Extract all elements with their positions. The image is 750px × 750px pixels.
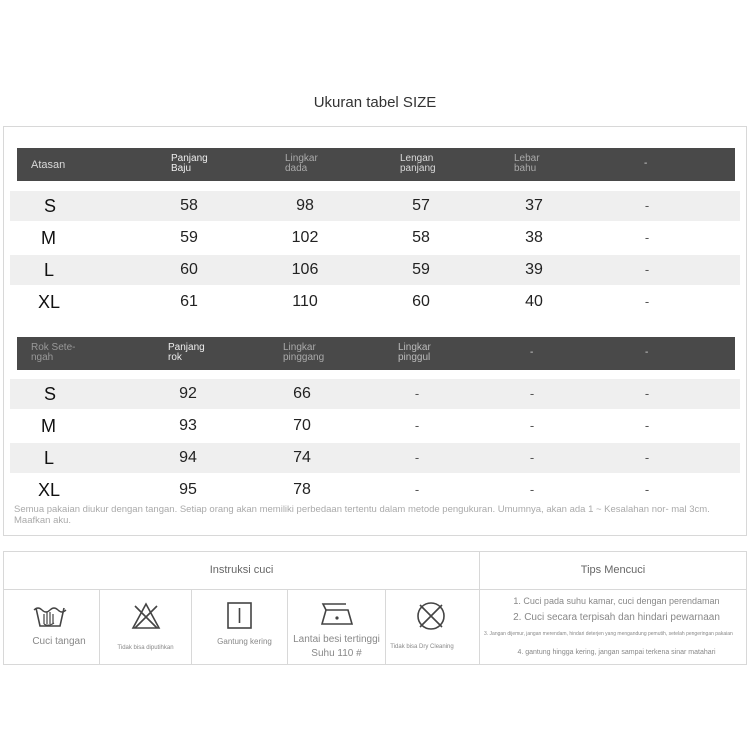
cell-lebar-bahu: 39: [525, 261, 543, 278]
skirt-header-lingkar-pinggul: Lingkar pinggul: [398, 342, 431, 363]
cell-panjang-baju: 59: [180, 229, 198, 246]
tops-header-lingkar-dada: Lingkar dada: [285, 153, 318, 174]
care-tip: 4. gantung hingga kering, jangan sampai terkena sinar matahari: [517, 649, 716, 656]
tops-header-atasan: Atasan: [31, 159, 66, 171]
care-tip: 2. Cuci secara terpisah dan hindari pewarnaan: [513, 612, 720, 623]
care-item-label: Tidak bisa Dry Cleaning: [390, 644, 454, 650]
cell-lengan-panjang: 60: [412, 293, 430, 310]
cell-panjang-rok: 93: [179, 417, 197, 434]
cell-lingkar-pinggul: -: [414, 450, 420, 465]
cell-lingkar-pinggul: -: [414, 386, 420, 401]
cell-lingkar-pinggul: -: [414, 418, 420, 433]
no-bleach-icon: [100, 590, 191, 664]
cell-lingkar-pinggang: 66: [293, 385, 311, 402]
care-item-label: Cuci tangan: [32, 636, 86, 647]
cell-extra: -: [644, 294, 650, 309]
cell-lingkar-pinggul: -: [414, 482, 420, 497]
tops-header: [17, 148, 735, 181]
size-label: M: [41, 228, 56, 248]
care-tips-title: Tips Mencuci: [580, 564, 646, 576]
table-row: [10, 379, 740, 409]
care-item-label: Suhu 110 #: [311, 648, 362, 659]
skirt-header-panjang-rok: Panjang rok: [168, 342, 205, 363]
care-tip: 3. Jangan dijemur, jangan merendam, hindari deterjen yang mengandung pemutih, setelah pengeringan pakaian: [484, 631, 733, 637]
cell-lebar-bahu: 40: [525, 293, 543, 310]
skirt-header-extra-1: -: [530, 347, 534, 358]
care-item-label: Lantai besi tertinggi: [293, 634, 380, 645]
table-row: [10, 475, 740, 505]
cell-panjang-baju: 60: [180, 261, 198, 278]
cell-panjang-rok: 92: [179, 385, 197, 402]
cell-lingkar-pinggang: 74: [293, 449, 311, 466]
cell-lebar-bahu: 38: [525, 229, 543, 246]
care-item-no-bleach: [100, 590, 191, 664]
cell-extra: -: [644, 450, 650, 465]
cell-lengan-panjang: 58: [412, 229, 430, 246]
care-tip: 1. Cuci pada suhu kamar, cuci dengan perendaman: [513, 596, 720, 606]
cell-extra: -: [529, 450, 535, 465]
care-item-label: Gantung kering: [217, 637, 272, 646]
table-row: [10, 191, 740, 221]
size-label: XL: [38, 292, 61, 312]
size-label: L: [44, 260, 55, 280]
tops-header-lebar-bahu: Lebar bahu: [514, 153, 540, 174]
cell-extra: -: [529, 418, 535, 433]
hang-dry-icon: [192, 590, 287, 664]
care-item-no-dry-clean: [386, 590, 479, 664]
cell-extra: -: [644, 230, 650, 245]
care-item-hang-dry: [192, 590, 287, 664]
measurement-note: Semua pakaian diukur dengan tangan. Setiap orang akan memiliki perbedaan tertentu dalam metode pengukuran. Umumnya, akan ada 1 ~ Kesalahan nor- mal 3cm. Maafkan aku.: [14, 504, 710, 526]
cell-lingkar-pinggang: 78: [293, 481, 311, 498]
tops-header-panjang-baju: Panjang Baju: [171, 153, 208, 174]
cell-extra: -: [644, 482, 650, 497]
skirt-header-lingkar-pinggang: Lingkar pinggang: [283, 342, 325, 363]
skirt-header: [17, 337, 735, 370]
care-item-label: Tidak bisa diputihkan: [117, 645, 174, 651]
tops-header-lengan-panjang: Lengan panjang: [400, 153, 436, 174]
cell-panjang-baju: 58: [180, 197, 198, 214]
size-label: S: [44, 196, 57, 216]
size-label: XL: [38, 480, 61, 500]
cell-extra: -: [644, 418, 650, 433]
care-panel: [3, 551, 747, 665]
cell-lingkar-dada: 110: [292, 293, 318, 310]
no-dry-clean-icon: [386, 590, 479, 664]
cell-panjang-rok: 94: [179, 449, 197, 466]
cell-lingkar-dada: 98: [296, 197, 314, 214]
care-item-iron: [288, 590, 385, 664]
cell-extra: -: [529, 386, 535, 401]
skirt-header-extra-2: -: [645, 347, 649, 358]
size-label: L: [44, 448, 55, 468]
cell-panjang-baju: 61: [180, 293, 198, 310]
care-item-hand-wash: [4, 590, 99, 664]
table-row: [10, 255, 740, 285]
table-row: [10, 411, 740, 441]
size-label: M: [41, 416, 56, 436]
cell-extra: -: [644, 198, 650, 213]
table-row: [10, 287, 740, 317]
cell-lebar-bahu: 37: [525, 197, 543, 214]
table-row: [10, 223, 740, 253]
table-row: [10, 443, 740, 473]
hand-wash-icon: [4, 590, 99, 664]
cell-lingkar-dada: 106: [291, 261, 319, 278]
cell-panjang-rok: 95: [179, 481, 197, 498]
skirt-header-rok-setengah: Rok Sete- ngah: [31, 342, 76, 363]
page-title: Ukuran tabel SIZE: [313, 94, 437, 111]
cell-extra: -: [529, 482, 535, 497]
cell-lengan-panjang: 59: [412, 261, 430, 278]
size-label: S: [44, 384, 57, 404]
tops-header-extra: -: [644, 158, 648, 169]
care-instructions-title: Instruksi cuci: [209, 564, 274, 576]
cell-lingkar-dada: 102: [291, 229, 319, 246]
cell-lingkar-pinggang: 70: [293, 417, 311, 434]
cell-extra: -: [644, 262, 650, 277]
cell-lengan-panjang: 57: [412, 197, 430, 214]
cell-extra: -: [644, 386, 650, 401]
